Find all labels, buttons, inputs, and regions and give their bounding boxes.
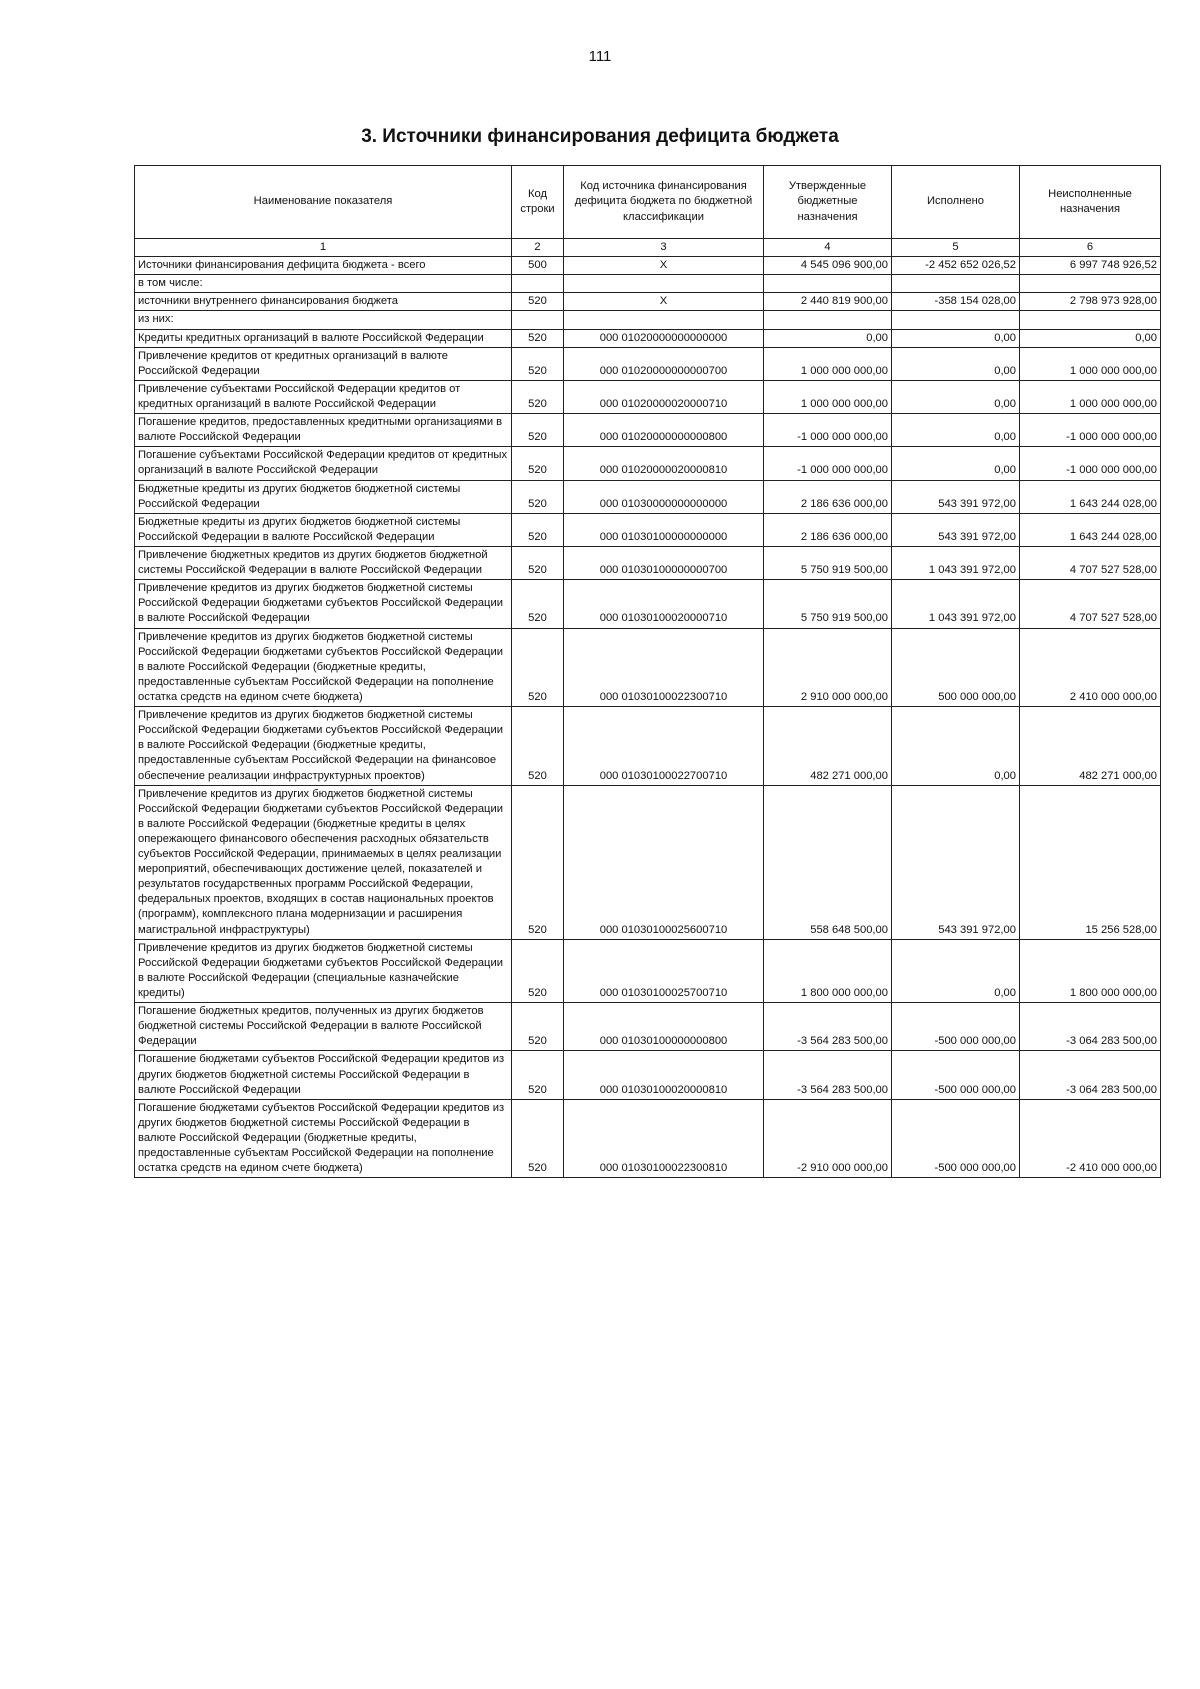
table-row [135,347,1161,380]
column-number: 6 [1020,239,1161,257]
section-title: 3. Источники финансирования дефицита бюджета [361,126,839,147]
cell-source-code: 000 01030100025700710 [564,939,764,1002]
cell-executed: 0,00 [892,414,1020,447]
cell-name: Бюджетные кредиты из других бюджетов бюджетной системы Российской Федерации в валюте Российской Федерации [135,513,512,546]
column-number: 4 [764,239,892,257]
column-number: 1 [135,239,512,257]
cell-approved: 2 186 636 000,00 [764,513,892,546]
cell-line-code: 520 [512,513,564,546]
table-row [135,414,1161,447]
cell-executed: 0,00 [892,707,1020,786]
cell-source-code: 000 01030100000000800 [564,1003,764,1051]
cell-name: Привлечение кредитов из других бюджетов бюджетной системы Российской Федерации бюджетами субъектов Российской Федерации в валюте Российской Федерации (бюджетные кредиты, предоставленные субъектам Российской Федерации на пополнение остатка средств на едином счете бюджета) [135,628,512,707]
cell-approved: 5 750 919 500,00 [764,580,892,628]
cell-line-code: 520 [512,939,564,1002]
cell-name: Погашение кредитов, предоставленных кредитными организациями в валюте Российской Федерации [135,414,512,447]
cell-unexecuted: -3 064 283 500,00 [1020,1003,1161,1051]
table-row [135,1099,1161,1178]
cell-executed: -500 000 000,00 [892,1099,1020,1178]
cell-unexecuted: 2 798 973 928,00 [1020,293,1161,311]
cell-name: Привлечение кредитов от кредитных организаций в валюте Российской Федерации [135,347,512,380]
cell-unexecuted: 4 707 527 528,00 [1020,580,1161,628]
cell-unexecuted: -1 000 000 000,00 [1020,447,1161,480]
cell-name: Привлечение кредитов из других бюджетов бюджетной системы Российской Федерации бюджетами субъектов Российской Федерации в валюте Российской Федерации (бюджетные кредиты в целях опережающего финансового обеспечения расходных обязательств субъектов Российской Федерации, принимаемых в целях реализации мероприятий, обеспечивающих достижение целей, показателей и результатов государственных программ Российской Федерации, федеральных проектов, входящих в состав национальных проектов (программ), комплексного плана модернизации и расширения магистральной инфраструктуры) [135,785,512,939]
cell-name: Привлечение бюджетных кредитов из других бюджетов бюджетной системы Российской Федерации в валюте Российской Федерации [135,546,512,579]
cell-source-code: 000 01030100000000000 [564,513,764,546]
cell-executed: 1 043 391 972,00 [892,580,1020,628]
cell-approved: 1 800 000 000,00 [764,939,892,1002]
table-row [135,1051,1161,1099]
cell-source-code: 000 01030100025600710 [564,785,764,939]
cell-source-code: 000 01020000020000710 [564,380,764,413]
cell-source-code: 000 01020000000000700 [564,347,764,380]
header-source-code: Код источника финансирования дефицита бюджета по бюджетной классификации [564,166,764,239]
cell-approved: 1 000 000 000,00 [764,380,892,413]
cell-executed: 0,00 [892,329,1020,347]
cell-unexecuted [1020,275,1161,293]
cell-approved: -1 000 000 000,00 [764,447,892,480]
cell-executed [892,311,1020,329]
table-row [135,707,1161,786]
table-row [135,275,1161,293]
cell-approved: 4 545 096 900,00 [764,257,892,275]
cell-line-code: 520 [512,628,564,707]
cell-unexecuted: 1 643 244 028,00 [1020,480,1161,513]
cell-source-code: 000 01030100022300710 [564,628,764,707]
cell-approved: -3 564 283 500,00 [764,1051,892,1099]
cell-line-code: 520 [512,707,564,786]
cell-name: источники внутреннего финансирования бюджета [135,293,512,311]
sources-table [134,165,1161,1178]
cell-approved: 2 910 000 000,00 [764,628,892,707]
cell-name: Погашение бюджетами субъектов Российской Федерации кредитов из других бюджетов бюджетной системы Российской Федерации в валюте Российской Федерации [135,1051,512,1099]
cell-executed: -2 452 652 026,52 [892,257,1020,275]
cell-approved: 5 750 919 500,00 [764,546,892,579]
cell-executed: 0,00 [892,347,1020,380]
table-header-row [135,166,1161,239]
cell-approved: 558 648 500,00 [764,785,892,939]
cell-executed [892,275,1020,293]
table-row [135,380,1161,413]
table-row [135,546,1161,579]
cell-source-code: 000 01030100000000700 [564,546,764,579]
cell-unexecuted: 15 256 528,00 [1020,785,1161,939]
cell-unexecuted: 482 271 000,00 [1020,707,1161,786]
cell-line-code: 520 [512,447,564,480]
cell-name: из них: [135,311,512,329]
cell-line-code: 520 [512,546,564,579]
table-row [135,580,1161,628]
cell-name: Привлечение субъектами Российской Федерации кредитов от кредитных организаций в валюте Российской Федерации [135,380,512,413]
table-row [135,329,1161,347]
header-line-code: Код строки [512,166,564,239]
cell-executed: -358 154 028,00 [892,293,1020,311]
header-unexecuted: Неисполненные назначения [1020,166,1161,239]
cell-line-code: 520 [512,347,564,380]
cell-executed: 543 391 972,00 [892,513,1020,546]
cell-name: Привлечение кредитов из других бюджетов бюджетной системы Российской Федерации бюджетами субъектов Российской Федерации в валюте Российской Федерации (бюджетные кредиты, предоставленные субъектам Российской Федерации на финансовое обеспечение реализации инфраструктурных проектов) [135,707,512,786]
cell-name: Кредиты кредитных организаций в валюте Российской Федерации [135,329,512,347]
cell-executed: 0,00 [892,939,1020,1002]
cell-source-code: 000 01020000000000000 [564,329,764,347]
cell-line-code: 520 [512,380,564,413]
cell-approved: -2 910 000 000,00 [764,1099,892,1178]
cell-approved: 2 440 819 900,00 [764,293,892,311]
cell-source-code: 000 01030100020000710 [564,580,764,628]
cell-name: Бюджетные кредиты из других бюджетов бюджетной системы Российской Федерации [135,480,512,513]
cell-approved: 2 186 636 000,00 [764,480,892,513]
cell-source-code: 000 01030100020000810 [564,1051,764,1099]
cell-unexecuted: 1 000 000 000,00 [1020,347,1161,380]
column-number: 2 [512,239,564,257]
cell-name: Погашение субъектами Российской Федерации кредитов от кредитных организаций в валюте Российской Федерации [135,447,512,480]
cell-unexecuted: 1 800 000 000,00 [1020,939,1161,1002]
cell-executed: 1 043 391 972,00 [892,546,1020,579]
cell-approved: 0,00 [764,329,892,347]
cell-line-code: 520 [512,480,564,513]
table-row [135,785,1161,939]
table-row [135,1003,1161,1051]
table-row [135,257,1161,275]
table-row [135,311,1161,329]
cell-executed: 543 391 972,00 [892,785,1020,939]
cell-executed: 0,00 [892,380,1020,413]
cell-unexecuted: -1 000 000 000,00 [1020,414,1161,447]
cell-unexecuted: 4 707 527 528,00 [1020,546,1161,579]
table-row [135,939,1161,1002]
cell-line-code [512,275,564,293]
cell-source-code: 000 01020000020000810 [564,447,764,480]
cell-unexecuted: -2 410 000 000,00 [1020,1099,1161,1178]
cell-source-code: 000 01030100022700710 [564,707,764,786]
cell-approved: -3 564 283 500,00 [764,1003,892,1051]
table-row [135,480,1161,513]
cell-line-code: 520 [512,1003,564,1051]
header-executed: Исполнено [892,166,1020,239]
cell-name: Привлечение кредитов из других бюджетов бюджетной системы Российской Федерации бюджетами субъектов Российской Федерации в валюте Российской Федерации [135,580,512,628]
cell-name: Привлечение кредитов из других бюджетов бюджетной системы Российской Федерации бюджетами субъектов Российской Федерации в валюте Российской Федерации (специальные казначейские кредиты) [135,939,512,1002]
cell-executed: 500 000 000,00 [892,628,1020,707]
cell-approved [764,311,892,329]
column-number: 3 [564,239,764,257]
header-approved: Утвержденные бюджетные назначения [764,166,892,239]
cell-line-code: 520 [512,293,564,311]
cell-approved: 1 000 000 000,00 [764,347,892,380]
cell-unexecuted [1020,311,1161,329]
cell-name: Погашение бюджетных кредитов, полученных из других бюджетов бюджетной системы Российской Федерации в валюте Российской Федерации [135,1003,512,1051]
cell-approved [764,275,892,293]
cell-source-code [564,311,764,329]
cell-line-code: 520 [512,785,564,939]
table-row [135,447,1161,480]
cell-executed: 543 391 972,00 [892,480,1020,513]
table-row [135,293,1161,311]
cell-unexecuted: -3 064 283 500,00 [1020,1051,1161,1099]
cell-approved: -1 000 000 000,00 [764,414,892,447]
cell-executed: -500 000 000,00 [892,1003,1020,1051]
header-name: Наименование показателя [135,166,512,239]
cell-unexecuted: 0,00 [1020,329,1161,347]
cell-unexecuted: 1 643 244 028,00 [1020,513,1161,546]
cell-source-code: 000 01030100022300810 [564,1099,764,1178]
cell-source-code: X [564,257,764,275]
cell-executed: 0,00 [892,447,1020,480]
cell-line-code: 520 [512,1099,564,1178]
column-number: 5 [892,239,1020,257]
cell-source-code: 000 01030000000000000 [564,480,764,513]
cell-source-code [564,275,764,293]
column-number-row [135,239,1161,257]
cell-line-code: 520 [512,1051,564,1099]
cell-name: Погашение бюджетами субъектов Российской Федерации кредитов из других бюджетов бюджетной системы Российской Федерации в валюте Российской Федерации (бюджетные кредиты, предоставленные субъектам Российской Федерации на пополнение остатка средств на едином счете бюджета) [135,1099,512,1178]
cell-line-code: 520 [512,580,564,628]
cell-source-code: X [564,293,764,311]
cell-approved: 482 271 000,00 [764,707,892,786]
cell-unexecuted: 1 000 000 000,00 [1020,380,1161,413]
cell-unexecuted: 6 997 748 926,52 [1020,257,1161,275]
table-row [135,513,1161,546]
cell-line-code [512,311,564,329]
cell-line-code: 520 [512,414,564,447]
table-row [135,628,1161,707]
page-number: 111 [588,48,612,65]
cell-line-code: 520 [512,329,564,347]
cell-unexecuted: 2 410 000 000,00 [1020,628,1161,707]
cell-line-code: 500 [512,257,564,275]
cell-source-code: 000 01020000000000800 [564,414,764,447]
cell-executed: -500 000 000,00 [892,1051,1020,1099]
cell-name: в том числе: [135,275,512,293]
cell-name: Источники финансирования дефицита бюджета - всего [135,257,512,275]
